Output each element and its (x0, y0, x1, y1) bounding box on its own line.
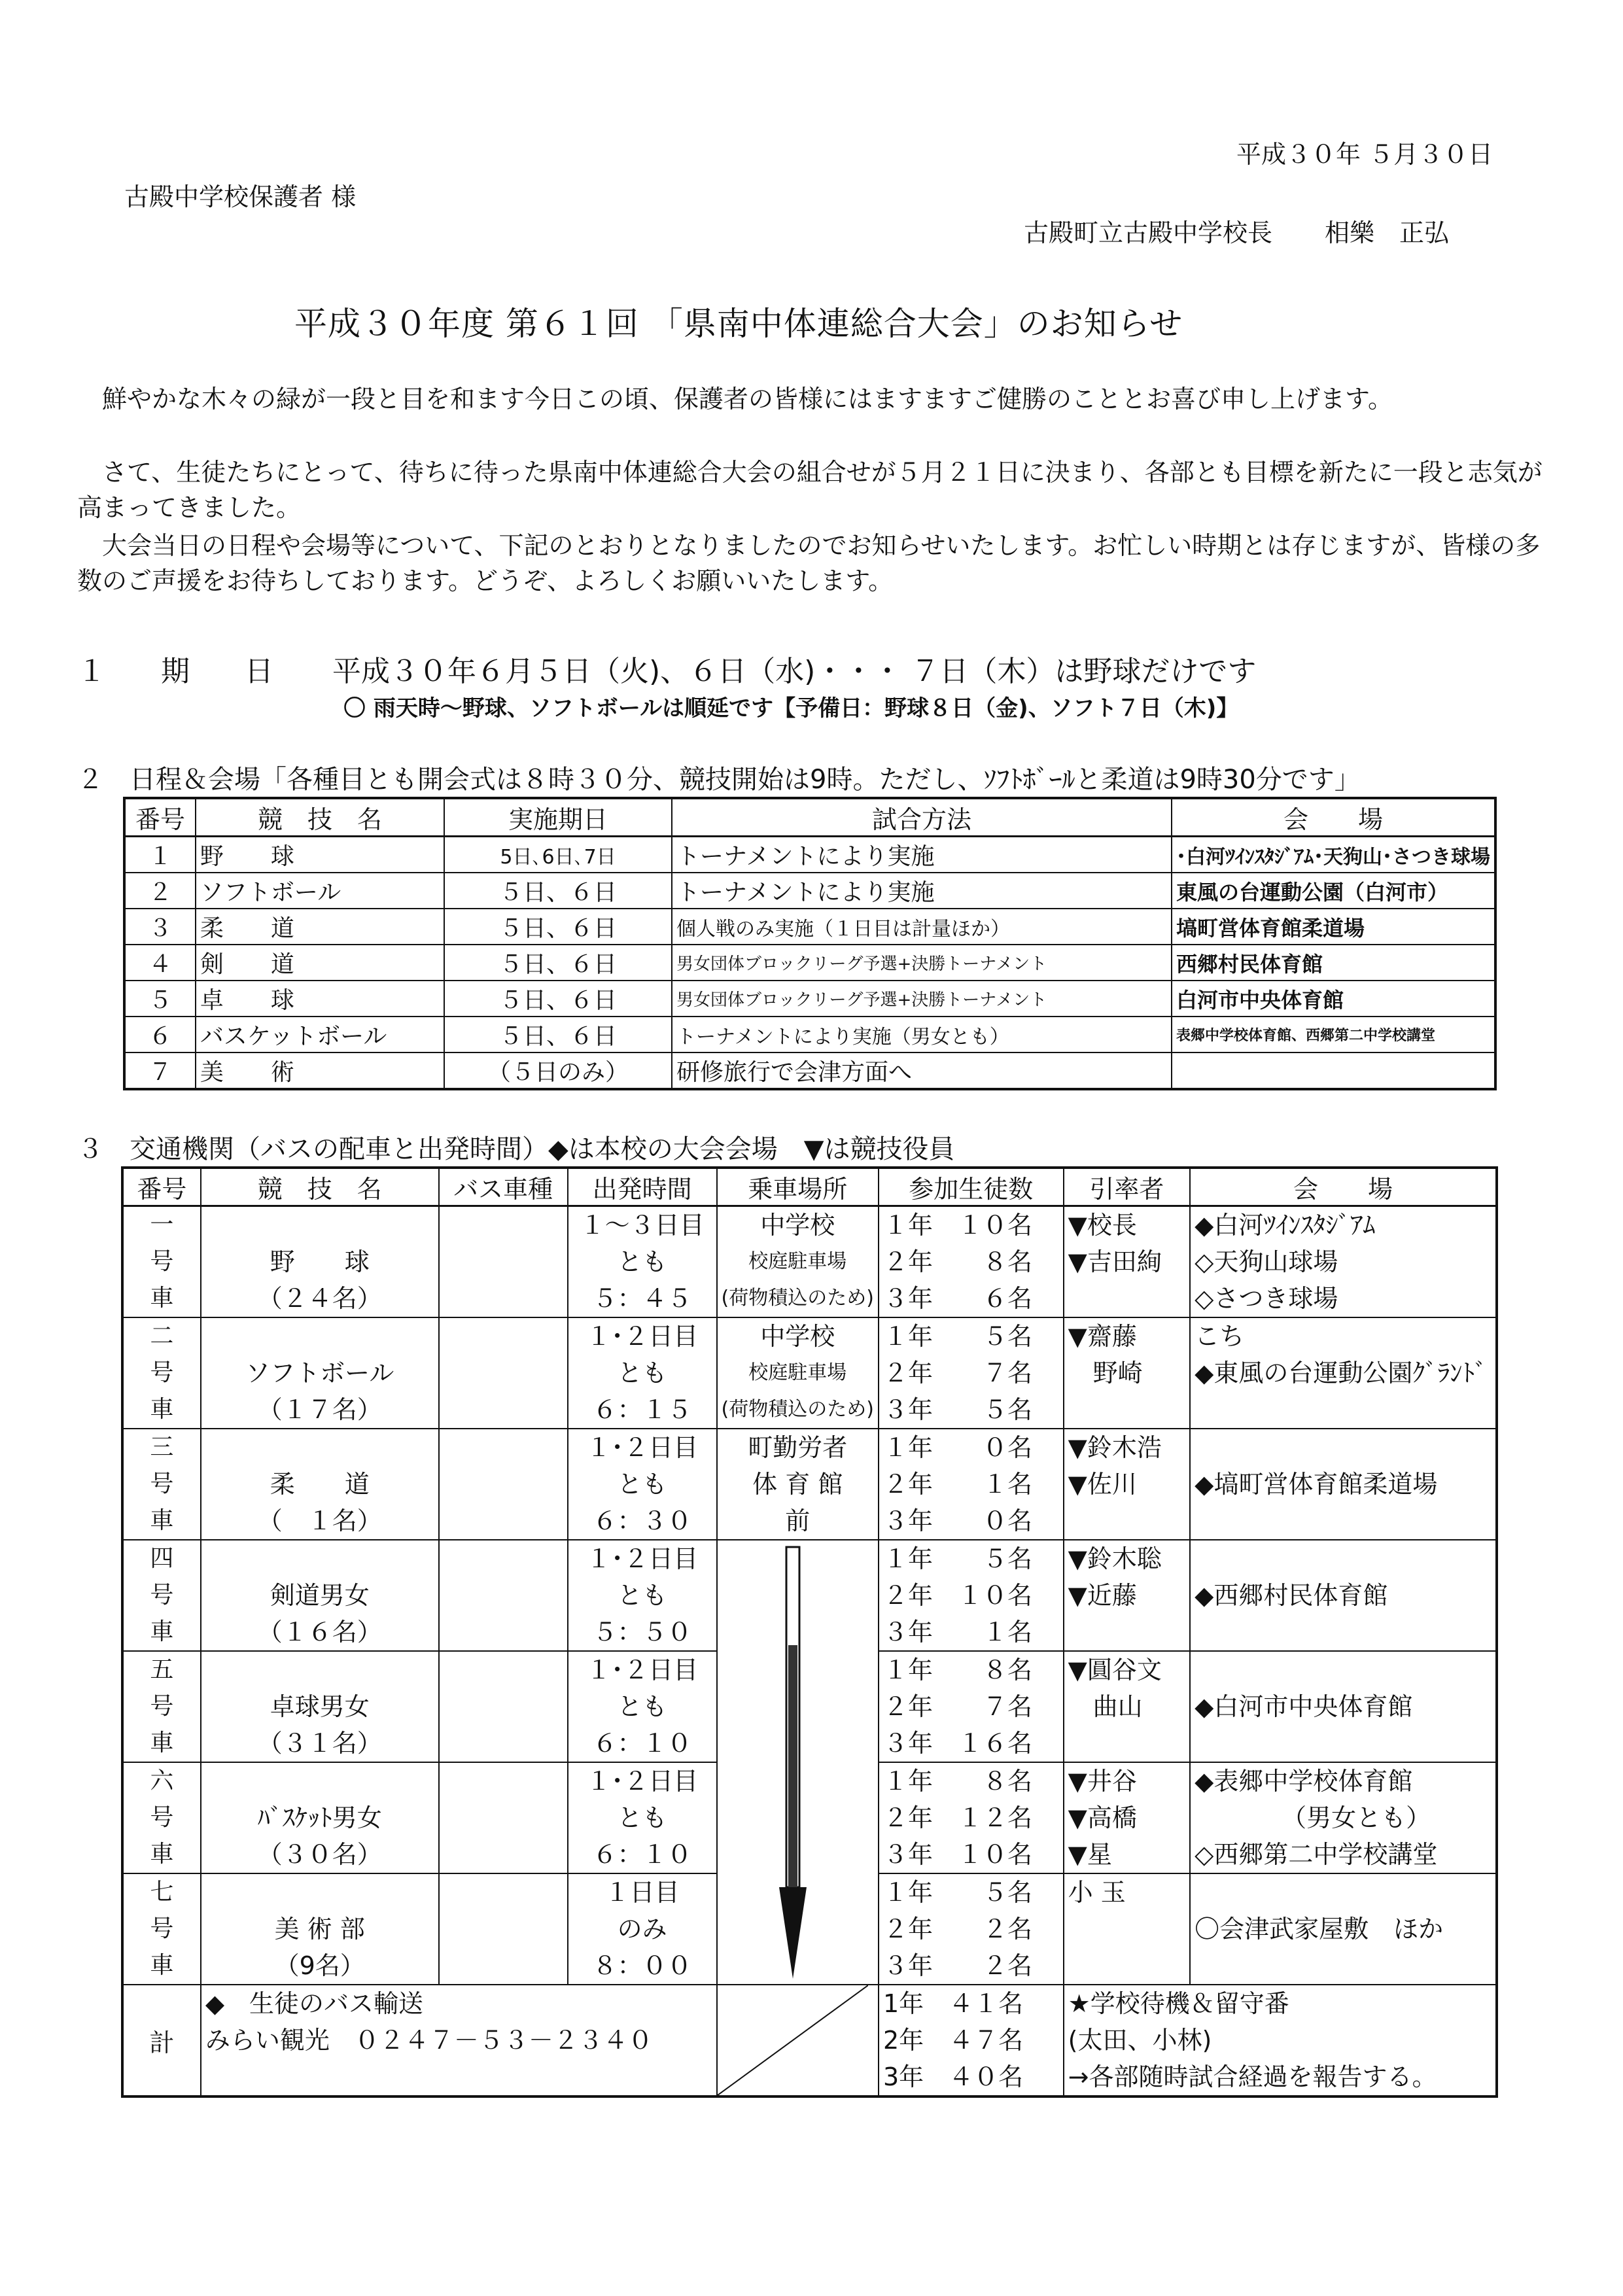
column-header: 引率者 (1064, 1168, 1190, 1206)
bus-cell-no: 四 号 車 (122, 1540, 201, 1651)
table-row (122, 1429, 1497, 1540)
bus-cell-lead: ▼圓谷文 曲山 (1064, 1651, 1190, 1762)
bus-cell-place: 中学校 校庭駐車場 (荷物積込のため) (717, 1206, 879, 1318)
schedule-section-title: ２ 日程＆会場「各種目とも開会式は８時３０分、競技開始は9時。ただし、ｿﾌﾄﾎﾞｰﾙと柔道は9時30分です」 (77, 765, 1361, 795)
bus-type-cell (439, 1651, 568, 1762)
column-header: 実施期日 (444, 798, 672, 837)
total-row (122, 1985, 1497, 2096)
body-paragraph: 大会当日の日程や会場等について、下記のとおりとなりましたのでお知らせいたします。お忙しい時期とは存じますが、皆様の多数のご声援をお待ちしております。どうぞ、よろしくお願いいたします。 (77, 531, 1541, 595)
table-row (122, 1206, 1497, 1318)
sender-org: 古殿町立古殿中学校長 (1024, 218, 1273, 247)
table-row: ４ 剣 道 ５日、６日 男女団体ブロックリーグ予選+決勝トーナメント 西郷村民体育館 (124, 945, 1495, 981)
bus-cell-venue: ◆表郷中学校体育館 （男女とも） ◇西郷第二中学校講堂 (1190, 1762, 1497, 1873)
diagonal-cell (717, 1985, 879, 2096)
table-row (122, 1540, 1497, 1651)
bus-cell-venue: ◆白河市中央体育館 (1190, 1651, 1497, 1762)
body-paragraph: 鮮やかな木々の緑が一段と目を和ます今日この頃、保護者の皆様にはますますご健勝のこととお喜び申し上げます。 (102, 385, 1393, 413)
table-row: ６ バスケットボール ５日、６日 トーナメントにより実施（男女とも） 表郷中学校体育館、西郷第二中学校講堂 (124, 1017, 1495, 1052)
bus-cell-name: 卓球男女 （３１名） (201, 1651, 439, 1762)
continuation-arrow-cell (717, 1540, 879, 1985)
addressee: 古殿中学校保護者 様 (124, 183, 357, 211)
bus-type-cell (439, 1540, 568, 1651)
bus-cell-no: 三 号 車 (122, 1429, 201, 1540)
table-row: ７ 美 術 （５日のみ） 研修旅行で会津方面へ (124, 1052, 1495, 1089)
column-header: 試合方法 (672, 798, 1172, 837)
bus-cell-name: ﾊﾞｽｹｯﾄ男女 （３０名） (201, 1762, 439, 1873)
document-date: 平成３０年 ５月３０日 (1236, 140, 1493, 169)
bus-type-cell (439, 1206, 568, 1318)
bus-cell-name: 美 術 部 （9名） (201, 1873, 439, 1985)
bus-cell-name: ソフトボール （１７名） (201, 1317, 439, 1429)
table-row (122, 1317, 1497, 1429)
transport-note: ◆ 生徒のバス輸送 みらい観光 ０２４７－５３－２３４０ (201, 1985, 717, 2096)
column-header: 競 技 名 (196, 798, 444, 837)
column-header: 乗車場所 (717, 1168, 879, 1206)
total-count: 1年 ４１名 2年 ４７名 3年 ４０名 (879, 1985, 1064, 2096)
bus-cell-time: １日目 のみ ８：００ (568, 1873, 717, 1985)
column-header: 出発時間 (568, 1168, 717, 1206)
bus-cell-count: １年 ０名 ２年 １名 ３年 ０名 (879, 1429, 1064, 1540)
column-header: 番号 (122, 1168, 201, 1206)
bus-cell-venue: ◆西郷村民体育館 (1190, 1540, 1497, 1651)
table-row: １ 野 球 5日､6日､7日 トーナメントにより実施 ･白河ﾂｲﾝｽﾀｼﾞｱﾑ･天狗山･さつき球場 (124, 837, 1495, 873)
bus-cell-count: １年 ５名 ２年 １０名 ３年 １名 (879, 1540, 1064, 1651)
sender-name: 相樂 正弘 (1325, 218, 1450, 247)
bus-cell-venue: ◆塙町営体育館柔道場 (1190, 1429, 1497, 1540)
bus-cell-no: 二 号 車 (122, 1317, 201, 1429)
table-row: ５ 卓 球 ５日、６日 男女団体ブロックリーグ予選+決勝トーナメント 白河市中央体育館 (124, 981, 1495, 1017)
column-header: 番号 (124, 798, 196, 837)
bus-cell-name: 柔 道 （ １名） (201, 1429, 439, 1540)
table-row: ３ 柔 道 ５日、６日 個人戦のみ実施（１日目は計量ほか） 塙町営体育館柔道場 (124, 909, 1495, 945)
bus-cell-lead: ▼齋藤 野崎 (1064, 1317, 1190, 1429)
section-date: １ 期 日 平成３０年６月５日（火)、６日（水)・・・ ７日（木）は野球だけです (77, 655, 1257, 688)
bus-cell-name: 剣道男女 （１６名） (201, 1540, 439, 1651)
bus-type-cell (439, 1317, 568, 1429)
bus-type-cell (439, 1873, 568, 1985)
bus-cell-time: １･２日目 とも ６：１０ (568, 1651, 717, 1762)
bus-cell-count: １年 ５名 ２年 ２名 ３年 ２名 (879, 1873, 1064, 1985)
bus-cell-lead: 小 玉 (1064, 1873, 1190, 1985)
column-header: 会 場 (1190, 1168, 1497, 1206)
bus-cell-no: 五 号 車 (122, 1651, 201, 1762)
bus-cell-no: 六 号 車 (122, 1762, 201, 1873)
bus-cell-count: １年 ８名 ２年 ７名 ３年 １６名 (879, 1651, 1064, 1762)
bus-cell-lead: ▼鈴木聡 ▼近藤 (1064, 1540, 1190, 1651)
column-header: 参加生徒数 (879, 1168, 1064, 1206)
transport-section-title: ３ 交通機関（バスの配車と出発時間）◆は本校の大会会場 ▼は競技役員 (77, 1134, 955, 1164)
bus-cell-lead: ▼井谷 ▼高橋 ▼星 (1064, 1762, 1190, 1873)
bus-cell-venue: こち ◆東風の台運動公園ｸﾞﾗﾝﾄﾞ (1190, 1317, 1497, 1429)
bus-cell-venue: ◆白河ﾂｲﾝｽﾀｼﾞｱﾑ ◇天狗山球場 ◇さつき球場 (1190, 1206, 1497, 1318)
bus-cell-time: １～３日目 とも ５：４５ (568, 1206, 717, 1318)
schedule-table (123, 797, 1497, 1090)
bus-cell-no: 一 号 車 (122, 1206, 201, 1318)
sender (1024, 213, 1449, 249)
bus-cell-count: １年 １０名 ２年 ８名 ３年 ６名 (879, 1206, 1064, 1318)
down-arrow-icon (778, 1540, 808, 1985)
total-label: 計 (122, 1985, 201, 2096)
bus-cell-place: 中学校 校庭駐車場 (荷物積込のため) (717, 1317, 879, 1429)
bus-table (121, 1166, 1498, 2098)
table-header-row (124, 798, 1495, 837)
rain-note: 〇 雨天時～野球、ソフトボールは順延です【予備日：野球８日（金)、ソフト７日（木)】 (343, 695, 1239, 722)
column-header: バス車種 (439, 1168, 568, 1206)
bus-cell-place: 町勤労者 体 育 館 前 (717, 1429, 879, 1540)
event-dates: 平成３０年６月５日（火)、６日（水)・・・ ７日（木）は野球だけです (332, 655, 1257, 688)
column-header: 競 技 名 (201, 1168, 439, 1206)
bus-cell-name: 野 球 （２４名） (201, 1206, 439, 1318)
column-header: 会 場 (1172, 798, 1495, 837)
bus-cell-count: １年 ８名 ２年 １２名 ３年 １０名 (879, 1762, 1064, 1873)
bus-cell-venue: 〇会津武家屋敷 ほか (1190, 1873, 1497, 1985)
bus-cell-no: 七 号 車 (122, 1873, 201, 1985)
document-title: 平成３０年度 第６１回 「県南中体連総合大会」のお知らせ (294, 305, 1183, 343)
body-paragraph: さて、生徒たちにとって、待ちに待った県南中体連総合大会の組合せが５月２１日に決まり、各部とも目標を新たに一段と志気が高まってきました。 (77, 458, 1543, 522)
total-remarks: ★学校待機＆留守番 (太田、小林) →各部随時試合経過を報告する。 (1064, 1985, 1497, 2096)
table-header-row (122, 1168, 1497, 1206)
table-row: ２ ソフトボール ５日、６日 トーナメントにより実施 東風の台運動公園（白河市） (124, 873, 1495, 909)
bus-type-cell (439, 1429, 568, 1540)
bus-cell-time: １･２日目 とも ５：５０ (568, 1540, 717, 1651)
bus-type-cell (439, 1762, 568, 1873)
bus-cell-lead: ▼校長 ▼吉田絢 (1064, 1206, 1190, 1318)
bus-cell-time: １･２日目 とも ６：１０ (568, 1762, 717, 1873)
bus-cell-lead: ▼鈴木浩 ▼佐川 (1064, 1429, 1190, 1540)
bus-cell-count: １年 ５名 ２年 ７名 ３年 ５名 (879, 1317, 1064, 1429)
bus-cell-time: １･２日目 とも ６：１５ (568, 1317, 717, 1429)
bus-cell-time: １･２日目 とも ６：３０ (568, 1429, 717, 1540)
